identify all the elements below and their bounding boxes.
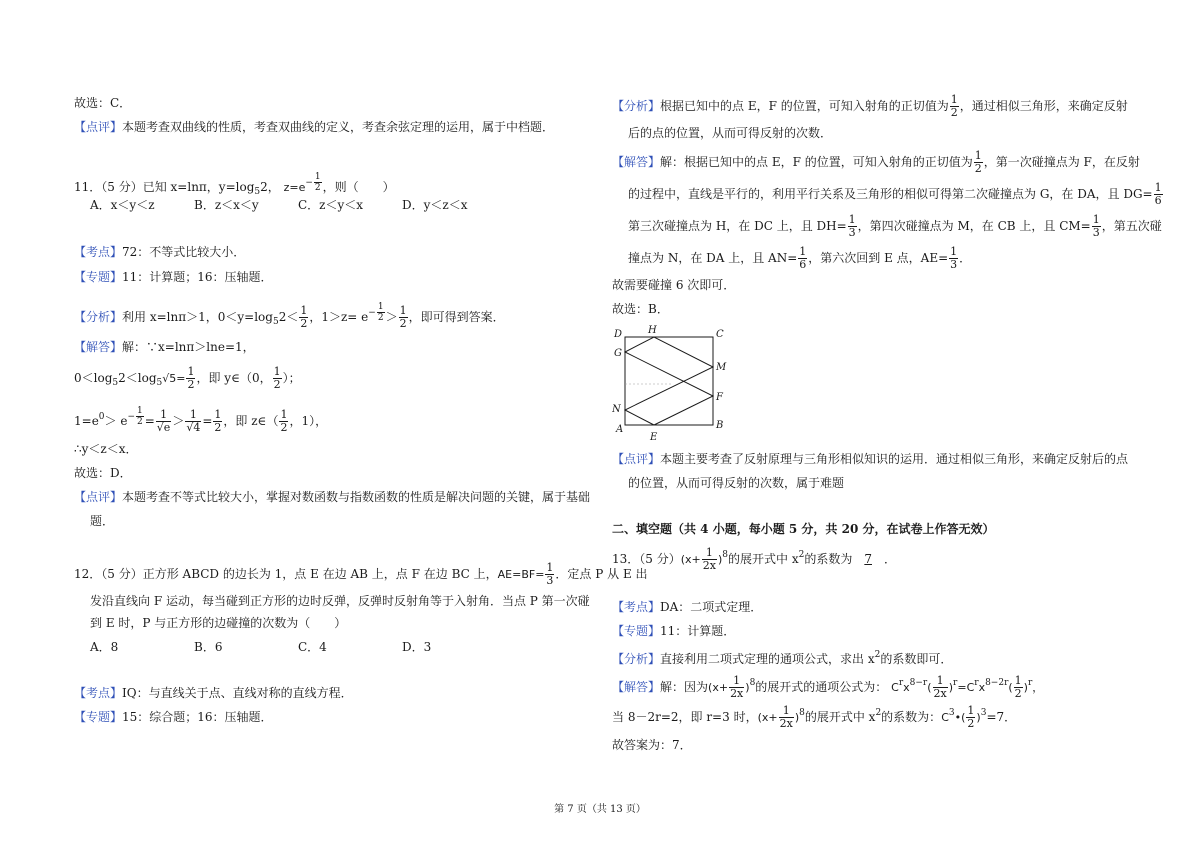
answer-blank: 7 xyxy=(864,552,872,566)
option-d: D．y＜z＜x xyxy=(402,198,468,212)
frac-half: $\frac{1}{2}$ xyxy=(300,304,308,330)
page-footer: 第 7 页（共 13 页） xyxy=(554,804,646,815)
zhuanti xyxy=(74,268,273,286)
kaodian-tag: 【考点】 xyxy=(74,245,123,259)
fenxi-12-cont: 后的点的位置，从而可得反射的次数． xyxy=(628,126,833,140)
option-d: D．3 xyxy=(402,640,432,654)
jieda-12-c: 的过程中，直线是平行的，利用平行关系及三角形的相似可得第二次碰撞点为 G，在 DA，且 DG= $\frac{1}{6}$ xyxy=(628,181,1162,207)
q11-text: 11．（5 分）已知 x=lnπ，y=log xyxy=(74,180,255,194)
jieda-12-g: 故选：B． xyxy=(612,302,669,316)
answer-line: 故选：C． xyxy=(74,96,132,110)
q11-sub: 5 xyxy=(254,187,261,197)
review-2: 【点评】本题考查不等式比较大小，掌握对数函数与指数函数的性质是解决问题的关键，属于基础 xyxy=(74,490,591,504)
fenxi-c: ，1＞z= e xyxy=(309,310,369,324)
jieda-12: 【解答】解：根据已知中的点 E，F 的位置，可知入射角的正切值为 $\frac{1}{2}$ ，第一次碰撞点为 F，在反射 xyxy=(612,149,1140,175)
fenxi-b: 2＜ xyxy=(278,310,299,324)
fenxi-12: 【分析】根据已知中的点 E，F 的位置，可知入射角的正切值为 $\frac{1}{2}$ ，通过相似三角形，来确定反射 xyxy=(612,93,1128,119)
label-m: M xyxy=(716,362,727,373)
fenxi-e: ，即可得到答案． xyxy=(408,310,505,324)
option-b: B．6 xyxy=(194,640,223,654)
q11-z: z=e xyxy=(283,181,306,194)
q11-post: ，则（ ） xyxy=(322,180,395,194)
jieda-line-c: $1=e^0> e^{- \frac{1}{2}}$ = $\frac{1}{√e}$ ＞ $\frac{1}{√4}$ = $\frac{1}{2}$ ，即 z∈（ $\frac{1}{2}$ ，1）， xyxy=(74,406,328,434)
zhuanti-13: 【专题】11：计算题． xyxy=(612,624,736,638)
review-tag: 【点评】 xyxy=(74,120,123,134)
reflection-path xyxy=(625,337,713,425)
review-1 xyxy=(74,118,554,136)
zhuanti-tag: 【专题】 xyxy=(74,270,123,284)
option-c: C．4 xyxy=(298,640,327,654)
fenxi-13: 【分析】直接利用二项式定理的通项公式，求出 $x^2$的系数即可． xyxy=(612,650,953,666)
q12-line-c: 到 E 时，P 与正方形的边碰撞的次数为（ ） xyxy=(90,616,347,630)
q11-exponent: − 1 2 xyxy=(305,172,321,193)
label-n: N xyxy=(612,404,621,415)
option-b: B．z＜x＜y xyxy=(194,198,259,212)
q12-line-b: 发沿直线向 F 运动，每当碰到正方形的边时反弹，反弹时反射角等于入射角．当点 P 第一次碰 xyxy=(90,594,590,608)
option-a: A．8 xyxy=(90,640,119,654)
review-12: 【点评】本题主要考查了反射原理与三角形相似知识的运用．通过相似三角形，来确定反射后的点 xyxy=(612,452,1129,466)
question-12: 12．（5 分）正方形 ABCD 的边长为 1，点 E 在边 AB 上，点 F 在边 BC 上，AE=BF= $\frac{1}{3}$ ．定点 P 从 E 出 xyxy=(74,561,648,587)
zhuanti-2: 【专题】15：综合题；16：压轴题． xyxy=(74,710,273,724)
label-c: C xyxy=(716,329,724,340)
jieda-13-c: 当 8－2r=2，即 r=3 时，(x+ $\frac{1}{2x}$ )$^8$的展开式中 $x^2$的系数为：$C^3•$( $\frac{1}{2}$ )$^3$=7． xyxy=(612,704,1017,730)
jieda-13: 【解答】解：因为(x+ $\frac{1}{2x}$ )$^8$的展开式的通项公式为： $C^rx^{8-r}$( $\frac{1}{2x}$ )$^r=C^rx^{8-2r}$( $\frac{1}{2}$ )$^r$， xyxy=(612,674,1044,700)
fenxi-sub: 5 xyxy=(272,317,279,327)
fenxi-a: 利用 x=lnπ＞1，0＜y=log xyxy=(122,310,273,324)
exp-neg-half: − 1 2 xyxy=(368,302,384,323)
fenxi xyxy=(74,302,505,331)
kaodian xyxy=(74,243,245,261)
frac-half: $\frac{1}{2}$ xyxy=(399,304,407,330)
jieda-a: 解：∵x=lnπ＞lne=1， xyxy=(122,340,255,354)
jieda xyxy=(74,338,255,356)
jieda-line-d: ∴y＜z＜x． xyxy=(74,442,138,456)
kaodian-13: 【考点】DA：二项式定理． xyxy=(612,600,763,614)
review-text: 本题考查双曲线的性质，考查双曲线的定义，考查余弦定理的运用，属于中档题． xyxy=(122,120,555,134)
kaodian-text: 72：不等式比较大小． xyxy=(122,245,246,259)
square-abcd xyxy=(625,337,713,425)
jieda-line-b: $0<\log_52<\log_5√5=$ $\frac{1}{2}$ ，即 y∈（0， $\frac{1}{2}$ ）； xyxy=(74,365,301,391)
review-tag: 【点评】 xyxy=(74,490,123,504)
label-g: G xyxy=(614,348,622,359)
final-answer: 故答案为：7． xyxy=(612,738,692,752)
section-heading: 二、填空题（共 4 小题，每小题 5 分，共 20 分，在试卷上作答无效） xyxy=(612,522,995,536)
jieda-line-e: 故选：D． xyxy=(74,466,132,480)
label-h: H xyxy=(648,325,657,336)
question-13: 13．（5 分）(x+ $\frac{1}{2x}$ )$^8$的展开式中 $x^2$的系数为 7 ． xyxy=(612,546,896,572)
review-12-cont: 的位置，从而可得反射的次数，属于难题 xyxy=(628,476,845,490)
label-b: B xyxy=(716,420,724,431)
option-a: A．x＜y＜z xyxy=(90,198,155,212)
jieda-12-d: 第三次碰撞点为 H，在 DC 上，且 DH= $\frac{1}{3}$ ，第四次碰撞点为 M，在 CB 上，且 CM= $\frac{1}{3}$ ，第五次碰 xyxy=(628,213,1162,239)
zhuanti-text: 11：计算题；16：压轴题． xyxy=(122,270,273,284)
fenxi-d: ＞ xyxy=(385,310,398,324)
label-e: E xyxy=(650,432,658,443)
fenxi-tag: 【分析】 xyxy=(74,310,123,324)
label-f: F xyxy=(716,392,723,403)
jieda-tag: 【解答】 xyxy=(74,340,123,354)
square-reflection-diagram xyxy=(612,322,742,444)
q12-options xyxy=(90,638,506,656)
option-c: C．z＜y＜x xyxy=(298,198,364,212)
label-d: D xyxy=(614,329,623,340)
label-a: A xyxy=(616,424,624,435)
q11-mid: 2， xyxy=(260,180,280,194)
kaodian-2: 【考点】IQ：与直线关于点、直线对称的直线方程． xyxy=(74,686,353,700)
jieda-12-f: 故需要碰撞 6 次即可． xyxy=(612,278,736,292)
jieda-12-e: 撞点为 N，在 DA 上，且 AN= $\frac{1}{6}$ ，第六次回到 E 点，AE= $\frac{1}{3}$ ． xyxy=(628,245,972,271)
review-2-cont: 题． xyxy=(90,514,115,528)
q11-options xyxy=(90,196,506,214)
